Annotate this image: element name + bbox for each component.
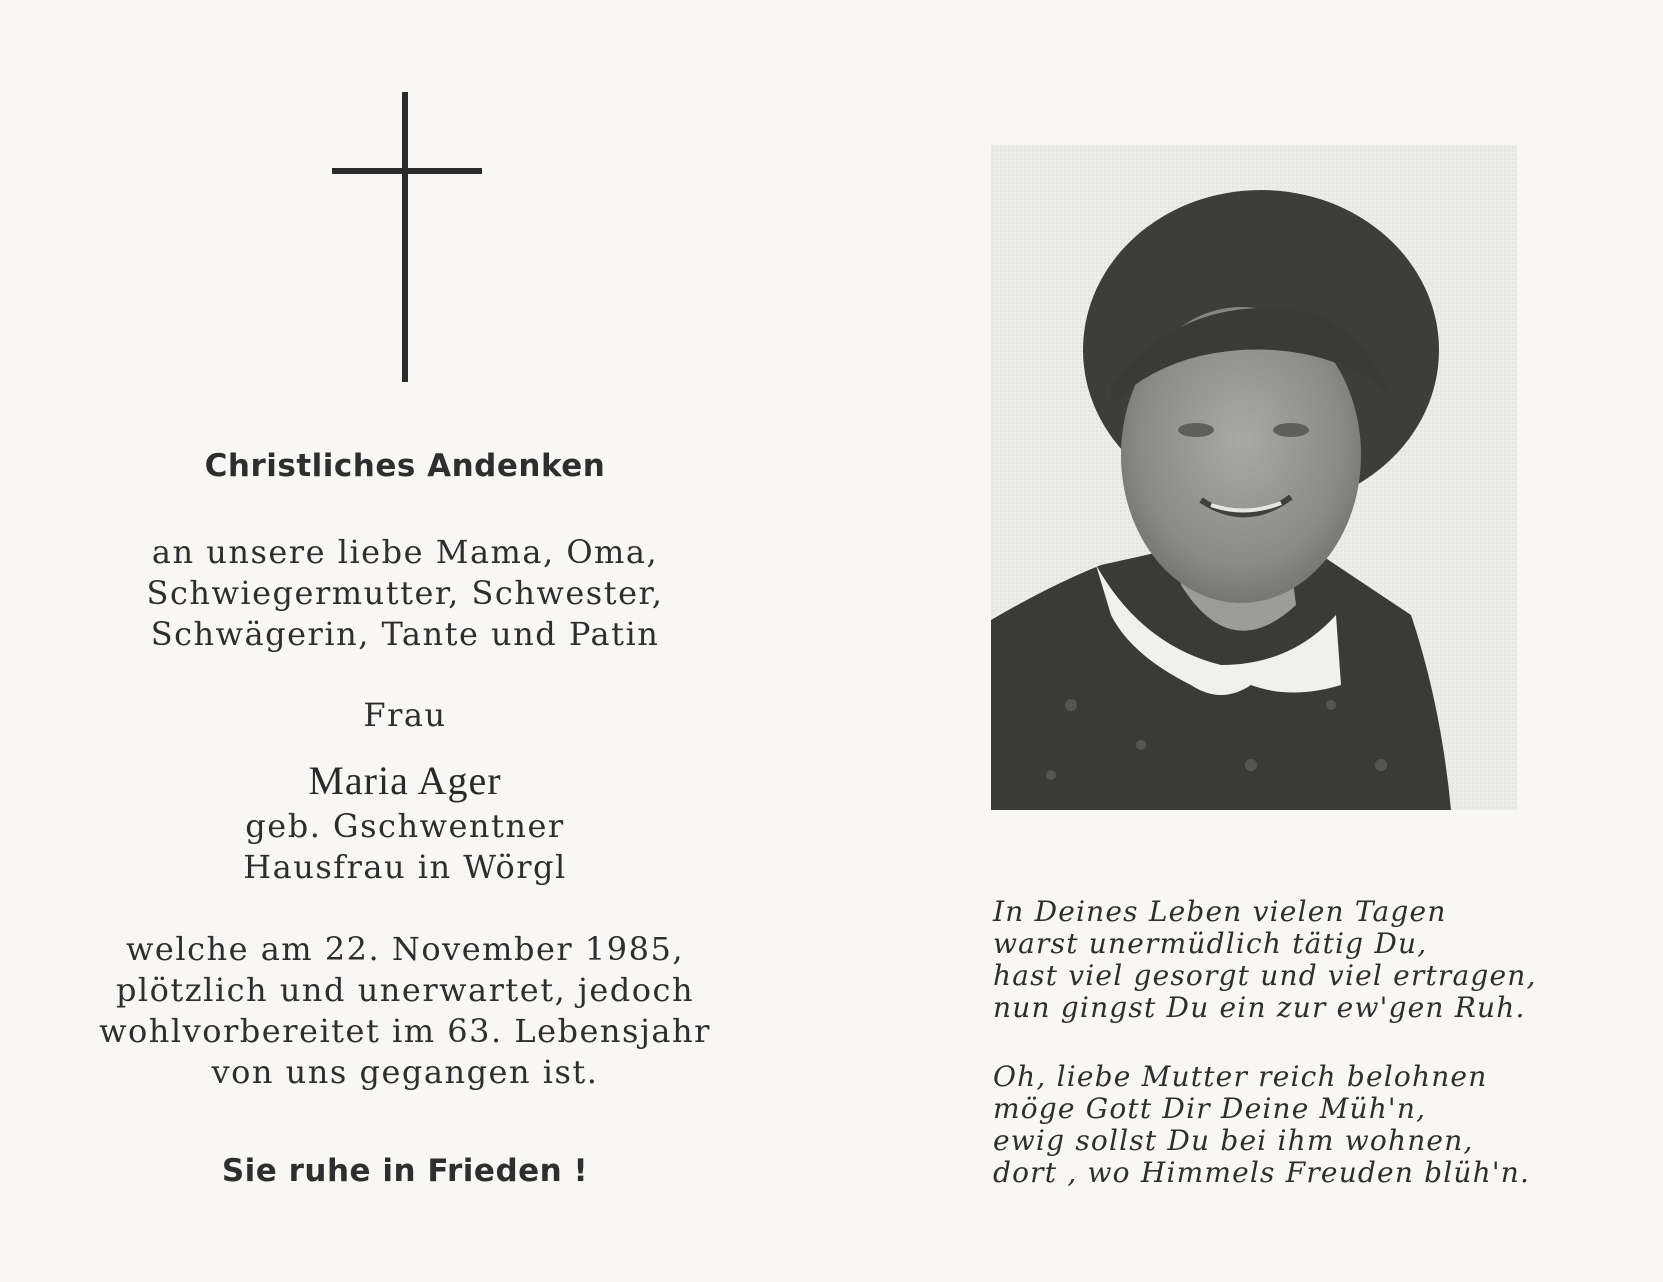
poem-line: In Deines Leben vielen Tagen (993, 895, 1447, 928)
poem-stanza-1 (993, 896, 1593, 1024)
death-notice-line: wohlvorbereitet im 63. Lebensjahr (99, 1012, 711, 1050)
heading: Christliches Andenken (204, 448, 606, 484)
death-notice-line: plötzlich und unerwartet, jedoch (115, 971, 695, 1009)
dedication (60, 532, 750, 655)
cross-icon (332, 92, 482, 382)
portrait-photo (991, 145, 1517, 810)
poem-line: hast viel gesorgt und viel ertragen, (993, 959, 1537, 992)
death-notice (60, 929, 750, 1093)
closing-blessing: Sie ruhe in Frieden ! (221, 1153, 589, 1189)
poem-line: ewig sollst Du bei ihm wohnen, (993, 1124, 1474, 1157)
poem-line: Oh, liebe Mutter reich belohnen (993, 1060, 1488, 1093)
dedication-line: an unsere liebe Mama, Oma, (151, 533, 659, 571)
dedication-line: Schwägerin, Tante und Patin (150, 615, 660, 653)
honorific: Frau (363, 696, 447, 734)
deceased-name: Maria Ager (308, 758, 502, 803)
death-notice-line: welche am 22. November 1985, (126, 930, 684, 968)
birth-name: geb. Gschwentner (245, 807, 565, 845)
death-notice-line: von uns gegangen ist. (211, 1053, 599, 1091)
dedication-line: Schwiegermutter, Schwester, (146, 574, 664, 612)
poem-stanza-2 (993, 1061, 1593, 1189)
poem-line: nun gingst Du ein zur ew'gen Ruh. (993, 991, 1526, 1024)
occupation: Hausfrau in Wörgl (243, 848, 567, 886)
poem-line: dort , wo Himmels Freuden blüh'n. (993, 1156, 1531, 1189)
poem-line: möge Gott Dir Deine Müh'n, (993, 1092, 1427, 1125)
poem-line: warst unermüdlich tätig Du, (993, 927, 1428, 960)
